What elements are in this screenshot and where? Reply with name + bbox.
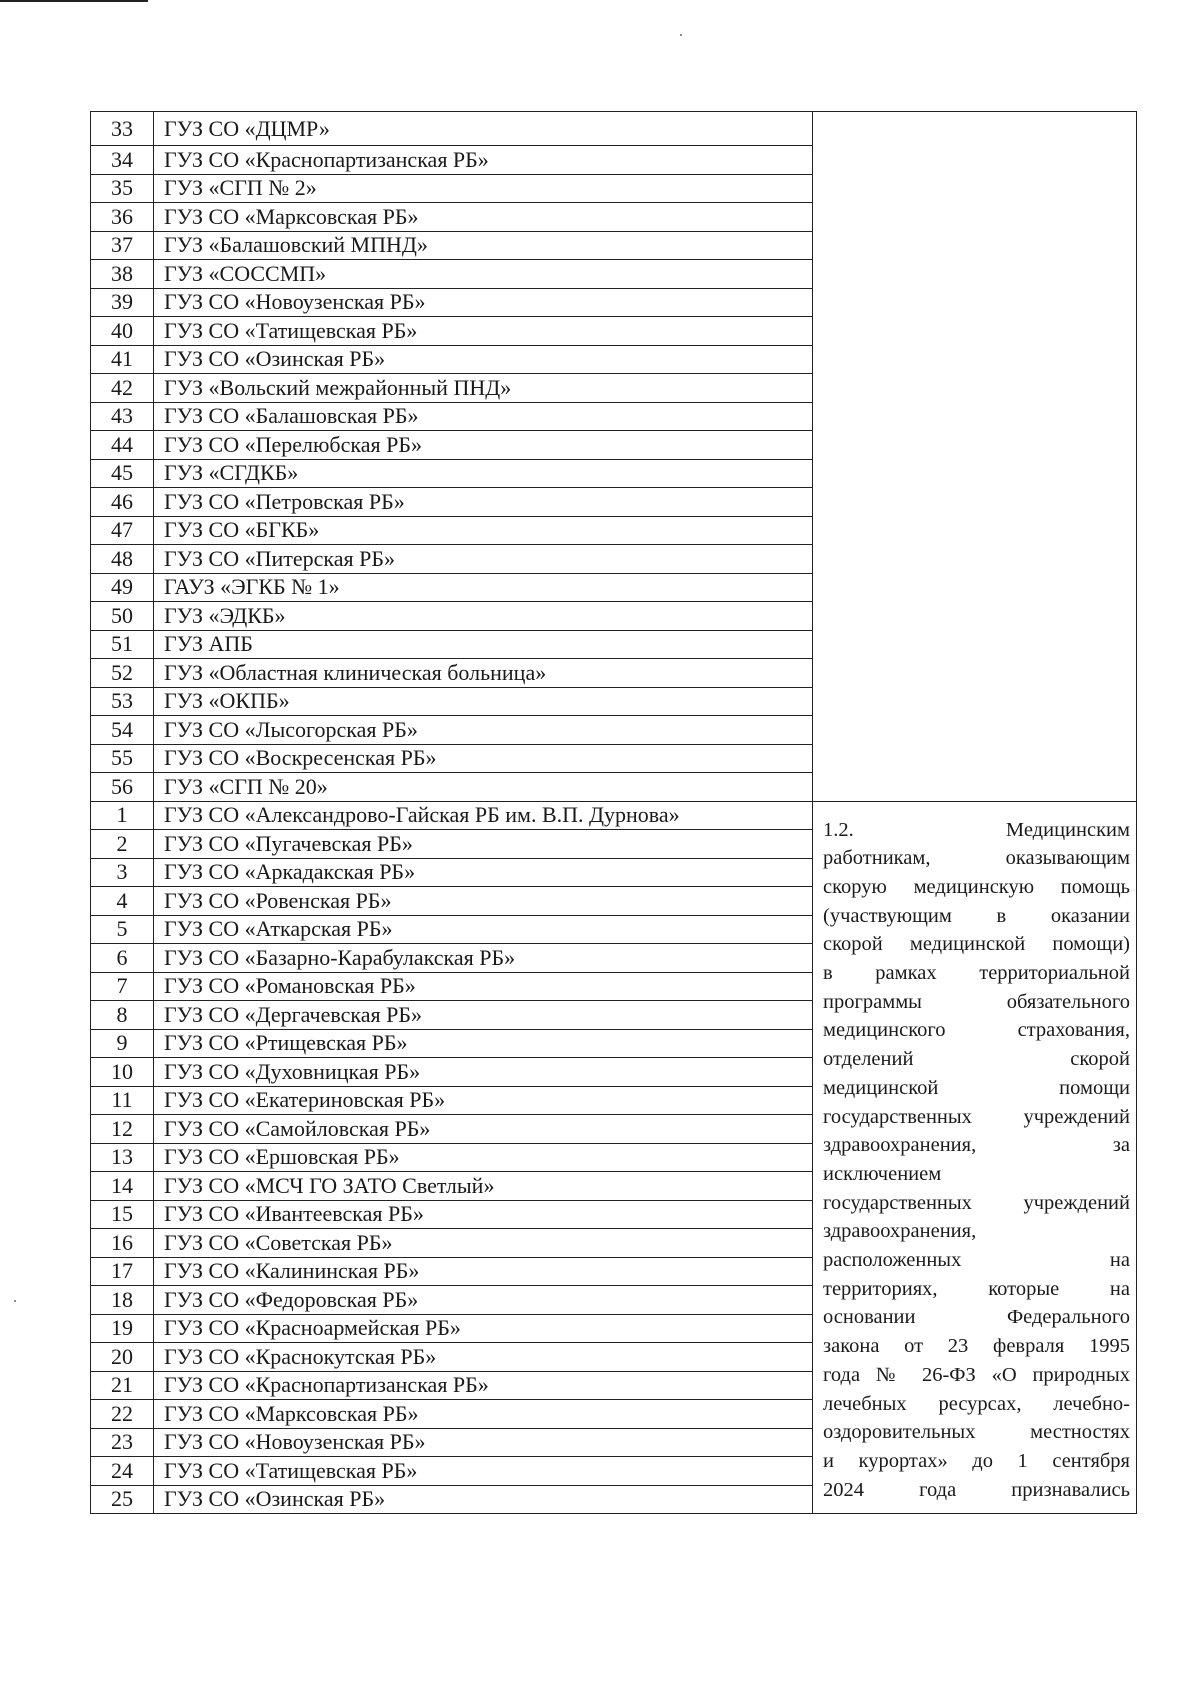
institution-name: ГУЗ СО «ДЦМР»: [154, 112, 813, 146]
institution-name: ГУЗ СО «Новоузенская РБ»: [154, 1428, 813, 1457]
institution-name: ГУЗ СО «Пугачевская РБ»: [154, 830, 813, 859]
institution-name: ГУЗ СО «МСЧ ГО ЗАТО Светлый»: [154, 1172, 813, 1201]
institution-name: ГУЗ СО «Советская РБ»: [154, 1229, 813, 1258]
row-number: 22: [91, 1400, 154, 1429]
institution-name: ГУЗ «СГП № 20»: [154, 773, 813, 802]
row-number: 17: [91, 1257, 154, 1286]
row-number: 39: [91, 288, 154, 317]
institution-name: ГУЗ СО «Ивантеевская РБ»: [154, 1200, 813, 1229]
institution-name: ГУЗ СО «Балашовская РБ»: [154, 402, 813, 431]
section-1-2-cell: [813, 801, 1137, 1514]
institution-name: ГУЗ «СГДКБ»: [154, 459, 813, 488]
row-number: 13: [91, 1143, 154, 1172]
institution-name: ГУЗ СО «Базарно-Карабулакская РБ»: [154, 944, 813, 973]
row-number: 9: [91, 1029, 154, 1058]
row-number: 3: [91, 858, 154, 887]
row-number: 44: [91, 431, 154, 460]
row-number: 21: [91, 1371, 154, 1400]
row-number: 12: [91, 1115, 154, 1144]
institutions-table-container: [90, 111, 1130, 1514]
institution-name: ГУЗ СО «Ртищевская РБ»: [154, 1029, 813, 1058]
section-1-2-line: работникам, оказывающим: [823, 847, 1130, 870]
section-1-2-line: отделений скорой: [823, 1048, 1130, 1071]
institutions-table: [90, 111, 1137, 1514]
section-1-2-line: скорую медицинскую помощь: [823, 875, 1130, 898]
row-number: 49: [91, 573, 154, 602]
scan-speck: [14, 1300, 16, 1302]
section-1-2-line: государственных учреждений: [823, 1191, 1130, 1214]
row-number: 1: [91, 801, 154, 830]
row-number: 37: [91, 231, 154, 260]
institution-name: ГУЗ «Вольский межрайонный ПНД»: [154, 374, 813, 403]
row-number: 7: [91, 972, 154, 1001]
institution-name: ГУЗ «СОССМП»: [154, 260, 813, 289]
section-1-2-line: оздоровительных местностях: [823, 1421, 1130, 1444]
row-number: 45: [91, 459, 154, 488]
row-number: 47: [91, 516, 154, 545]
section-1-2-line: медицинской помощи: [823, 1076, 1130, 1099]
table-row: [91, 112, 1137, 146]
row-number: 23: [91, 1428, 154, 1457]
section-1-2-line: скорой медицинской помощи): [823, 933, 1130, 956]
row-number: 14: [91, 1172, 154, 1201]
row-number: 18: [91, 1286, 154, 1315]
institution-name: ГУЗ СО «Аркадакская РБ»: [154, 858, 813, 887]
section-1-2-text: [813, 802, 1136, 1505]
row-number: 8: [91, 1001, 154, 1030]
section-1-2-line: года № 26-ФЗ «О природных: [823, 1363, 1130, 1386]
section-1-2-line: закона от 23 февраля 1995: [823, 1335, 1130, 1358]
table-row: [91, 801, 1137, 830]
row-number: 36: [91, 203, 154, 232]
institution-name: ГУЗ «Областная клиническая больница»: [154, 659, 813, 688]
institutions-table-body: [91, 112, 1137, 1514]
row-number: 10: [91, 1058, 154, 1087]
row-number: 16: [91, 1229, 154, 1258]
row-number: 6: [91, 944, 154, 973]
row-number: 43: [91, 402, 154, 431]
row-number: 48: [91, 545, 154, 574]
row-number: 11: [91, 1086, 154, 1115]
section-1-2-line: исключением: [823, 1162, 942, 1185]
section-1-2-line: расположенных на: [823, 1249, 1130, 1272]
institution-name: ГУЗ СО «Екатериновская РБ»: [154, 1086, 813, 1115]
row-number: 56: [91, 773, 154, 802]
institution-name: ГУЗ СО «Краснокутская РБ»: [154, 1343, 813, 1372]
section-1-2-line: 2024 года признавались: [823, 1478, 1130, 1501]
institution-name: ГУЗ СО «Воскресенская РБ»: [154, 744, 813, 773]
row-number: 53: [91, 687, 154, 716]
scan-edge-mark: [0, 0, 148, 2]
row-number: 15: [91, 1200, 154, 1229]
institution-name: ГУЗ СО «Ершовская РБ»: [154, 1143, 813, 1172]
institution-name: ГУЗ СО «Духовницкая РБ»: [154, 1058, 813, 1087]
row-number: 2: [91, 830, 154, 859]
institution-name: ГУЗ СО «Красноармейская РБ»: [154, 1314, 813, 1343]
row-number: 51: [91, 630, 154, 659]
institution-name: ГУЗ «ОКПБ»: [154, 687, 813, 716]
section-1-2-line: здравоохранения, за: [823, 1134, 1130, 1157]
institution-name: ГУЗ СО «Петровская РБ»: [154, 488, 813, 517]
institution-name: ГУЗ СО «Краснопартизанская РБ»: [154, 146, 813, 175]
institution-name: ГУЗ СО «Озинская РБ»: [154, 345, 813, 374]
institution-name: ГУЗ СО «Александрово-Гайская РБ им. В.П. Дурнова»: [154, 801, 813, 830]
institution-name: ГУЗ СО «Татищевская РБ»: [154, 1457, 813, 1486]
section-1-2-line: лечебных ресурсах, лечебно-: [823, 1392, 1130, 1415]
row-number: 34: [91, 146, 154, 175]
scan-speck: [680, 34, 682, 36]
institution-name: ГУЗ «Балашовский МПНД»: [154, 231, 813, 260]
institution-name: ГУЗ СО «Татищевская РБ»: [154, 317, 813, 346]
row-number: 4: [91, 887, 154, 916]
institution-name: ГУЗ СО «Питерская РБ»: [154, 545, 813, 574]
section-1-2-line: основании Федерального: [823, 1306, 1130, 1329]
institution-name: ГУЗ СО «Аткарская РБ»: [154, 915, 813, 944]
institution-name: ГАУЗ «ЭГКБ № 1»: [154, 573, 813, 602]
institution-name: ГУЗ СО «Новоузенская РБ»: [154, 288, 813, 317]
institution-name: ГУЗ СО «Марксовская РБ»: [154, 1400, 813, 1429]
section-1-2-line: и курортах» до 1 сентября: [823, 1449, 1130, 1472]
row-number: 24: [91, 1457, 154, 1486]
institution-name: ГУЗ СО «Романовская РБ»: [154, 972, 813, 1001]
institution-name: ГУЗ СО «Калининская РБ»: [154, 1257, 813, 1286]
row-number: 42: [91, 374, 154, 403]
institution-name: ГУЗ СО «Краснопартизанская РБ»: [154, 1371, 813, 1400]
row-number: 35: [91, 174, 154, 203]
section-1-2-line: здравоохранения,: [823, 1220, 977, 1243]
institution-name: ГУЗ СО «Федоровская РБ»: [154, 1286, 813, 1315]
section-1-2-line: государственных учреждений: [823, 1105, 1130, 1128]
section-1-2-line: 1.2. Медицинским: [823, 818, 1130, 841]
row-number: 52: [91, 659, 154, 688]
institution-name: ГУЗ «ЭДКБ»: [154, 602, 813, 631]
empty-side-cell: [813, 112, 1137, 802]
section-1-2-line: программы обязательного: [823, 990, 1130, 1013]
row-number: 25: [91, 1485, 154, 1514]
row-number: 5: [91, 915, 154, 944]
institution-name: ГУЗ СО «БГКБ»: [154, 516, 813, 545]
institution-name: ГУЗ «СГП № 2»: [154, 174, 813, 203]
row-number: 20: [91, 1343, 154, 1372]
institution-name: ГУЗ СО «Ровенская РБ»: [154, 887, 813, 916]
institution-name: ГУЗ АПБ: [154, 630, 813, 659]
row-number: 41: [91, 345, 154, 374]
institution-name: ГУЗ СО «Самойловская РБ»: [154, 1115, 813, 1144]
row-number: 55: [91, 744, 154, 773]
row-number: 40: [91, 317, 154, 346]
institution-name: ГУЗ СО «Перелюбская РБ»: [154, 431, 813, 460]
row-number: 54: [91, 716, 154, 745]
section-1-2-line: в рамках территориальной: [823, 962, 1130, 985]
row-number: 33: [91, 112, 154, 146]
institution-name: ГУЗ СО «Марксовская РБ»: [154, 203, 813, 232]
row-number: 38: [91, 260, 154, 289]
row-number: 46: [91, 488, 154, 517]
section-1-2-line: (участвующим в оказании: [823, 904, 1130, 927]
row-number: 50: [91, 602, 154, 631]
section-1-2-line: медицинского страхования,: [823, 1019, 1130, 1042]
row-number: 19: [91, 1314, 154, 1343]
institution-name: ГУЗ СО «Лысогорская РБ»: [154, 716, 813, 745]
section-1-2-line: территориях, которые на: [823, 1277, 1130, 1300]
institution-name: ГУЗ СО «Дергачевская РБ»: [154, 1001, 813, 1030]
institution-name: ГУЗ СО «Озинская РБ»: [154, 1485, 813, 1514]
